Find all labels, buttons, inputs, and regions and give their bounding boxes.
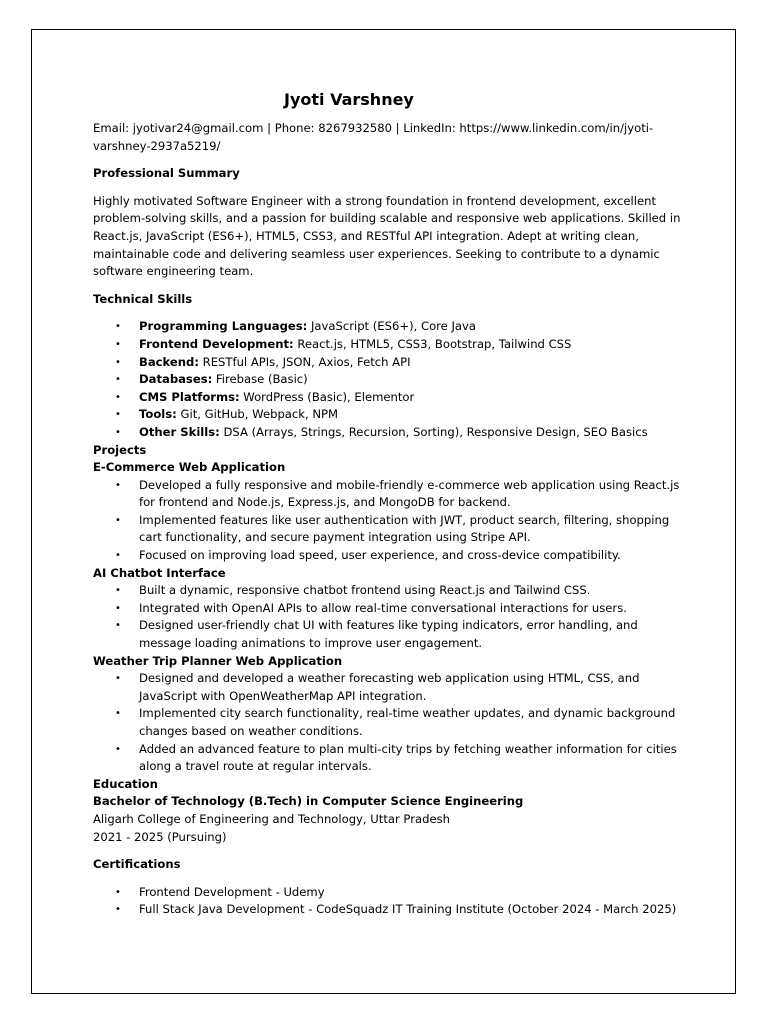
resume-content — [93, 30, 683, 919]
skill-value: React.js, HTML5, CSS3, Bootstrap, Tailwind CSS — [293, 336, 572, 351]
project-bullet-text: Designed and developed a weather forecasting web application using HTML, CSS, and JavaScript with OpenWeatherMap API integration. — [139, 671, 640, 703]
skills-list — [93, 318, 683, 441]
skill-label: CMS Platforms: — [139, 389, 240, 404]
skill-label: Backend: — [139, 354, 199, 369]
project-bullet-text: Focused on improving load speed, user experience, and cross-device compatibility. — [139, 548, 621, 563]
education-college: Aligarh College of Engineering and Technology, Uttar Pradesh — [93, 811, 450, 826]
certification-text: Frontend Development - Udemy — [139, 884, 325, 899]
bullet-icon: • — [115, 321, 121, 333]
bullet-icon: • — [115, 338, 121, 350]
skill-value: WordPress (Basic), Elementor — [239, 389, 415, 404]
project-bullets — [93, 670, 683, 776]
skill-item — [93, 424, 683, 442]
bullet-icon: • — [115, 426, 121, 438]
project-title: Weather Trip Planner Web Application — [93, 653, 343, 668]
bullet-icon: • — [115, 886, 121, 898]
certifications-heading: Certifications — [93, 857, 181, 872]
project-title: E-Commerce Web Application — [93, 460, 286, 475]
skill-item — [93, 389, 683, 407]
project-bullet-text: Designed user-friendly chat UI with features like typing indicators, error handling, and message loading animations to improve user engagement. — [139, 618, 638, 651]
education-years: 2021 - 2025 (Pursuing) — [93, 829, 227, 844]
skill-item — [93, 406, 683, 424]
project-bullet — [93, 600, 683, 618]
project-bullet — [93, 741, 683, 776]
bullet-icon: • — [115, 673, 121, 685]
candidate-name: Jyoti Varshney — [284, 90, 414, 109]
skill-value: Firebase (Basic) — [212, 372, 308, 387]
project-bullet — [93, 547, 683, 565]
skill-value: RESTful APIs, JSON, Axios, Fetch API — [198, 354, 411, 369]
project-bullet-text: Implemented city search functionality, real-time weather updates, and dynamic background changes based on weather conditions. — [139, 706, 676, 738]
certification-item — [93, 884, 683, 902]
project-bullet-text: Integrated with OpenAI APIs to allow real-time conversational interactions for users. — [139, 600, 627, 615]
skill-label: Frontend Development: — [139, 336, 294, 351]
project-bullet-text: Developed a fully responsive and mobile-friendly e-commerce web application using React.js for frontend and Node.js, Express.js, and MongoDB for backend. — [139, 477, 680, 510]
bullet-icon: • — [115, 391, 121, 403]
summary-heading: Professional Summary — [93, 166, 240, 181]
bullet-icon: • — [115, 514, 121, 526]
bullet-icon: • — [115, 602, 121, 614]
project-bullet — [93, 617, 683, 652]
certification-item — [93, 901, 683, 919]
contact-line: Email: jyotivar24@gmail.com | Phone: 8267932580 | LinkedIn: https://www.linkedin.com/in/jyoti-varshney-2937a5219/ — [93, 121, 654, 153]
project-bullet — [93, 477, 683, 512]
skill-label: Other Skills: — [139, 424, 220, 439]
bullet-icon: • — [115, 620, 121, 632]
bullet-icon: • — [115, 904, 121, 916]
skill-value: JavaScript (ES6+), Core Java — [307, 319, 476, 334]
certifications-list — [93, 884, 683, 919]
project-bullets — [93, 477, 683, 565]
skill-value: Git, GitHub, Webpack, NPM — [176, 407, 339, 422]
skill-value: DSA (Arrays, Strings, Recursion, Sorting), Responsive Design, SEO Basics — [219, 424, 648, 439]
project-bullet — [93, 582, 683, 600]
project-bullet — [93, 670, 683, 705]
skill-item — [93, 318, 683, 336]
projects-heading: Projects — [93, 442, 147, 457]
bullet-icon: • — [115, 374, 121, 386]
project-bullet — [93, 705, 683, 740]
skill-item — [93, 336, 683, 354]
skill-label: Tools: — [139, 407, 177, 422]
education-degree: Bachelor of Technology (B.Tech) in Computer Science Engineering — [93, 794, 524, 809]
project-bullet-text: Added an advanced feature to plan multi-city trips by fetching weather information for cities along a travel route at regular intervals. — [139, 741, 677, 774]
bullet-icon: • — [115, 356, 121, 368]
bullet-icon: • — [115, 743, 121, 755]
skill-item — [93, 354, 683, 372]
education-heading: Education — [93, 776, 158, 791]
bullet-icon: • — [115, 585, 121, 597]
skill-item — [93, 371, 683, 389]
skill-label: Programming Languages: — [139, 319, 308, 334]
project-bullet — [93, 512, 683, 547]
skills-heading: Technical Skills — [93, 291, 193, 306]
project-bullet-text: Implemented features like user authentication with JWT, product search, filtering, shopping cart functionality, and secure payment integration using Stripe API. — [139, 512, 670, 545]
project-title: AI Chatbot Interface — [93, 565, 226, 580]
bullet-icon: • — [115, 708, 121, 720]
resume-page — [31, 29, 736, 994]
skill-label: Databases: — [139, 372, 213, 387]
summary-text: Highly motivated Software Engineer with a strong foundation in frontend development, excellent problem-solving skills, and a passion for building scalable and responsive web applications. Skilled in React.js, JavaScript (ES6+), HTML5, CSS3, and RESTful API integration. Adept at writing clean, maintainable code and delivering seamless user experiences. Seeking to contribute to a dynamic software engineering team. — [93, 193, 681, 279]
bullet-icon: • — [115, 550, 121, 562]
bullet-icon: • — [115, 479, 121, 491]
project-bullets — [93, 582, 683, 652]
project-bullet-text: Built a dynamic, responsive chatbot frontend using React.js and Tailwind CSS. — [139, 583, 591, 598]
bullet-icon: • — [115, 409, 121, 421]
certification-text: Full Stack Java Development - CodeSquadz IT Training Institute (October 2024 - March 2025) — [139, 902, 677, 917]
